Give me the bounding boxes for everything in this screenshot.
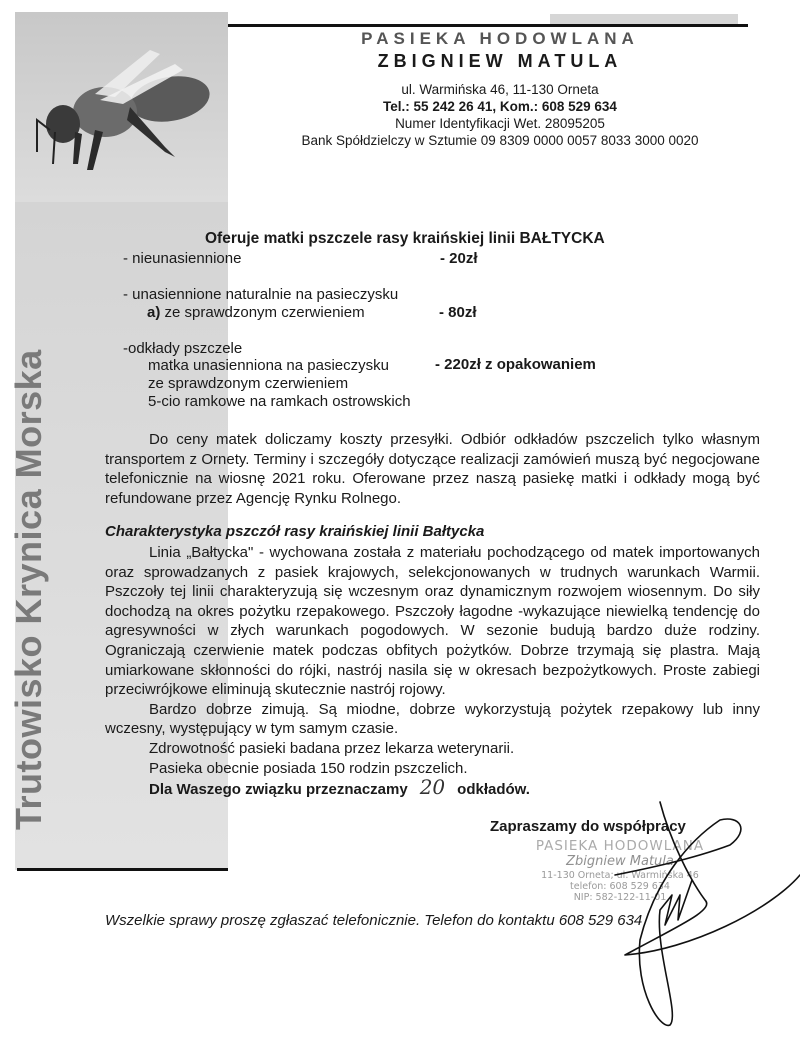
bee-illustration — [15, 12, 228, 202]
offer-item-label: - unasiennione naturalnie na pasieczysku — [123, 286, 399, 303]
stamp-address: 11-130 Orneta; ul. Warmińska 46 — [541, 870, 699, 881]
offer-sub-label: ze sprawdzonym czerwieniem — [160, 304, 365, 321]
header-vet-id: Numer Identyfikacji Wet. 28095205 — [395, 116, 605, 131]
terms-paragraph — [105, 430, 760, 508]
offer-item-price: - 220zł z opakowaniem — [435, 356, 596, 373]
stamp-name: Zbigniew Matula — [566, 854, 674, 869]
stamp-line1: PASIEKA HODOWLANA — [535, 838, 705, 854]
characteristics-body — [105, 543, 760, 800]
offer-item-label: -odkłady pszczele — [123, 340, 243, 357]
header-address: ul. Warmińska 46, 11-130 Orneta — [401, 82, 599, 97]
header-phones: Tel.: 55 242 26 41, Kom.: 608 529 634 — [383, 99, 617, 114]
header-bank: Bank Spółdzielczy w Sztumie 09 8309 0000 0057 8033 3000 0020 — [301, 133, 699, 148]
offer-item-label: - nieunasiennione — [123, 250, 242, 267]
terms-text: Do ceny matek doliczamy koszty przesyłki. Odbiór odkładów pszczelich tylko własnym transportem z Ornety. Terminy i szczegóły dotyczące realizacji zamówień muszą być negocjowane telefonicznie na wiosnę 2021 roku. Oferowane przez naszą pasiekę matki i odkłady mogą być refundowane przez Agencję Rynku Rolnego. — [105, 431, 760, 507]
offer-item-label: matka unasienniona na pasieczysku — [148, 357, 389, 374]
offer-title: Oferuje matki pszczele rasy kraińskiej linii BAŁTYCKA — [205, 230, 605, 247]
offer-item-price: - 20zł — [440, 250, 478, 267]
characteristics-p3: Zdrowotność pasieki badana przez lekarza weterynarii. — [149, 739, 515, 757]
vertical-brand-title: Trutowisko Krynica Morska — [8, 349, 49, 830]
offer-item-label: 5-cio ramkowe na ramkach ostrowskich — [148, 393, 411, 410]
footer-contact: Wszelkie sprawy proszę zgłaszać telefonicznie. Telefon do kontaktu 608 529 634 — [105, 912, 643, 929]
characteristics-p1: Linia „Bałtycka" - wychowana została z materiału pochodzącego od matek importowanych oraz sprowadzanych z pasiek krajowych, selekcjonowanych w trudnych warunkach Warmii. Pszczoły tej linii charakteryzują się wczesnym oraz dynamicznym rozwojem wiosennym. Do siły dochodzą na okres pożytku rzepakowego. Pszczoły łagodne -wykazujące niewielką tendencję do agresywności w złych warunkach pogodowych. W sezonie budują bardzo duże rodziny. Ograniczają czerwienie matek podczas obfitych pożytków. Dobrze trzymają się plastra. Mają umiarkowane skłonności do rójki, nastrój nasila się w okresach bezpożytkowych. Proste zabiegi przeciwrójkowe eliminują skutecznie nastrój rojowy. — [105, 544, 760, 699]
header-line1: PASIEKA HODOWLANA — [361, 29, 639, 48]
stamp-phone: telefon: 608 529 634 — [570, 881, 670, 892]
stamp-nip: NIP: 582-122-11-01 — [573, 892, 667, 903]
characteristics-p4: Pasieka obecnie posiada 150 rodzin pszczelich. — [149, 759, 468, 777]
offer-sub-prefix: a) — [147, 304, 161, 321]
allocation-prefix: Dla Waszego związku przeznaczamy — [149, 781, 408, 799]
allocation-handwritten-count: 20 — [419, 775, 446, 800]
closing-line: Zapraszamy do współpracy — [490, 818, 686, 835]
offer-item-price: - 80zł — [439, 304, 477, 321]
characteristics-p2: Bardzo dobrze zimują. Są miodne, dobrze wykorzystują pożytek rzepakowy lub inny wczesny, występujący w tym samym czasie. — [105, 700, 760, 738]
offer-item-label: ze sprawdzonym czerwieniem — [148, 375, 349, 392]
header-owner-name: ZBIGNIEW MATULA — [377, 51, 623, 71]
handwritten-signature — [600, 800, 800, 1040]
header-rule — [198, 24, 748, 27]
characteristics-title: Charakterystyka pszczół rasy kraińskiej linii Bałtycka — [105, 523, 485, 540]
allocation-suffix: odkładów. — [457, 781, 530, 799]
band-bottom-rule — [17, 868, 228, 871]
offer-item-label — [147, 304, 365, 321]
